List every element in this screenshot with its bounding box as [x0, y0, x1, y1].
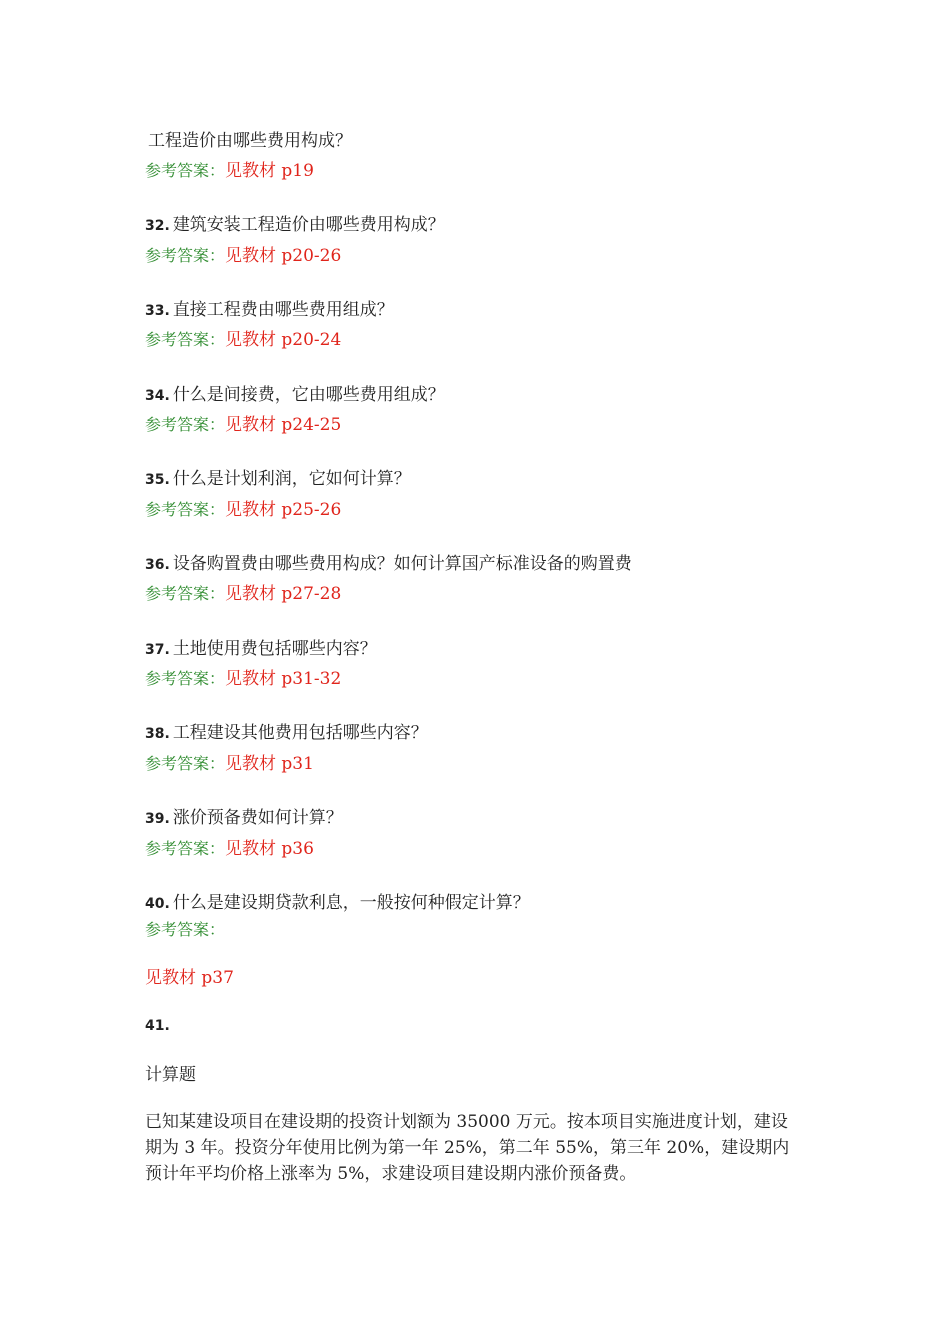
- answer-34: [145, 413, 805, 437]
- answer-value: 见教材 p25-26: [225, 500, 342, 520]
- question-number: 41.: [145, 1018, 170, 1034]
- question-41: [145, 1013, 805, 1038]
- answer-value: 见教材 p20-26: [225, 246, 342, 266]
- answer-38: [145, 752, 805, 776]
- answer-33: [145, 328, 805, 352]
- question-number: 35.: [145, 472, 170, 488]
- answer-label: 参考答案：: [145, 500, 226, 519]
- answer-label: 参考答案：: [145, 415, 226, 434]
- question-33: [145, 298, 805, 323]
- problem-text: 已知某建设项目在建设期的投资计划额为 35000 万元。按本项目实施进度计划，建设期为 3 年。投资分年使用比例为第一年 25%，第二年 55%，第三年 20%，建设期内预计年平均价格上涨率为 5%，求建设项目建设期内涨价预备费。: [145, 1112, 790, 1184]
- answer-label: 参考答案：: [145, 839, 226, 858]
- question-37: [145, 637, 805, 662]
- question-number: 33.: [145, 303, 170, 319]
- answer-label: 参考答案：: [145, 584, 226, 603]
- answer-value: 见教材 p27-28: [225, 584, 342, 604]
- question-text: 工程建设其他费用包括哪些内容？: [172, 723, 428, 743]
- question-text: 建筑安装工程造价由哪些费用构成？: [172, 215, 445, 235]
- question-text: 涨价预备费如何计算？: [172, 808, 343, 828]
- question-text: 土地使用费包括哪些内容？: [172, 639, 377, 659]
- question-38: [145, 721, 805, 746]
- question-40: [145, 891, 805, 916]
- answer-32: [145, 244, 805, 268]
- question-number: 36.: [145, 557, 170, 573]
- answer-value: 见教材 p37: [145, 968, 234, 988]
- question-35: [145, 467, 805, 492]
- question-39: [145, 806, 805, 831]
- question-text: 设备购置费由哪些费用构成？如何计算国产标准设备的购置费: [172, 554, 632, 574]
- question-text: 什么是间接费，它由哪些费用组成？: [172, 385, 445, 405]
- answer-label: 参考答案：: [145, 161, 226, 180]
- question-31: [145, 129, 805, 154]
- question-number: 37.: [145, 642, 170, 658]
- answer-label: 参考答案：: [145, 920, 226, 939]
- answer-39: [145, 837, 805, 861]
- question-number: 34.: [145, 388, 170, 404]
- question-number: 40.: [145, 896, 170, 912]
- question-type: 计算题: [145, 1065, 196, 1085]
- answer-40-value-line: [145, 966, 805, 990]
- answer-35: [145, 498, 805, 522]
- answer-36: [145, 582, 805, 606]
- question-text: 什么是建设期贷款利息，一般按何种假定计算？: [172, 893, 530, 913]
- question-34: [145, 383, 805, 408]
- question-32: [145, 213, 805, 238]
- question-text: 直接工程费由哪些费用组成？: [172, 300, 394, 320]
- answer-value: 见教材 p36: [225, 839, 314, 859]
- question-number: 39.: [145, 811, 170, 827]
- answer-value: 见教材 p20-24: [225, 330, 342, 350]
- answer-40-label: [145, 918, 805, 942]
- answer-value: 见教材 p19: [225, 161, 314, 181]
- answer-31: [145, 159, 805, 183]
- question-number: 38.: [145, 726, 170, 742]
- answer-label: 参考答案：: [145, 669, 226, 688]
- question-number: 32.: [145, 218, 170, 234]
- answer-label: 参考答案：: [145, 246, 226, 265]
- answer-value: 见教材 p31: [225, 754, 314, 774]
- answer-label: 参考答案：: [145, 330, 226, 349]
- answer-37: [145, 667, 805, 691]
- question-text: 工程造价由哪些费用构成？: [148, 131, 352, 151]
- answer-value: 见教材 p31-32: [225, 669, 342, 689]
- question-text: 什么是计划利润，它如何计算？: [172, 469, 411, 489]
- answer-label: 参考答案：: [145, 754, 226, 773]
- answer-value: 见教材 p24-25: [225, 415, 342, 435]
- question-36: [145, 552, 805, 577]
